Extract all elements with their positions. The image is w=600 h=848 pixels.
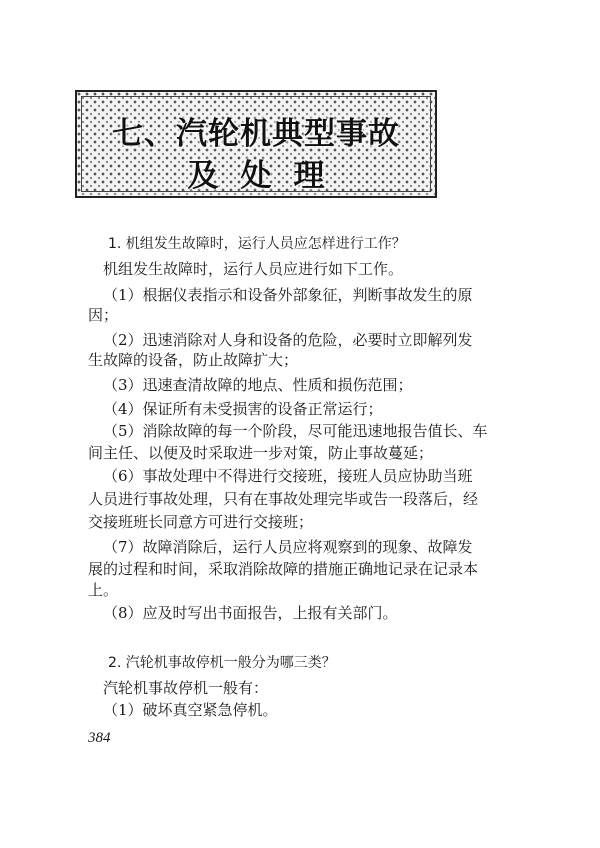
answer-item-1-cont: 因； <box>88 306 119 324</box>
answer-item-7-cont-1: 展的过程和时间，采取消除故障的措施正确地记录在记录本 <box>88 560 479 578</box>
answer-2-intro: 汽轮机事故停机一般有： <box>103 679 269 697</box>
chapter-heading-box <box>75 90 437 198</box>
answer-item-7: （7）故障消除后，运行人员应将观察到的现象、故障发 <box>103 538 473 556</box>
answer-item-2-cont: 生故障的设备，防止故障扩大； <box>88 351 299 369</box>
answer-2-item-1: （1）破坏真空紧急停机。 <box>103 701 278 719</box>
answer-item-8: （8）应及时写出书面报告，上报有关部门。 <box>103 604 398 622</box>
answer-item-5: （5）消除故障的每一个阶段，尽可能迅速地报告值长、车 <box>103 422 488 440</box>
answer-item-1: （1）根据仪表指示和设备外部象征，判断事故发生的原 <box>103 286 473 304</box>
answer-item-6: （6）事故处理中不得进行交接班，接班人员应协助当班 <box>103 467 473 485</box>
answer-item-7-cont-2: 上。 <box>88 581 119 599</box>
answer-item-4: （4）保证所有未受损害的设备正常运行； <box>103 400 383 418</box>
answer-item-2: （2）迅速消除对人身和设备的危险，必要时立即解列发 <box>103 331 473 349</box>
answer-item-3: （3）迅速查清故障的地点、性质和损伤范围； <box>103 376 413 394</box>
answer-intro: 机组发生故障时，运行人员应进行如下工作。 <box>103 260 404 278</box>
question-1: 1. 机组发生故障时，运行人员应怎样进行工作？ <box>108 236 406 252</box>
chapter-title-line-1: 七、汽轮机典型事故 <box>112 116 400 152</box>
chapter-title-line-2: 及处理 <box>187 158 347 194</box>
answer-item-5-cont: 间主任、以便及时采取进一步对策，防止事故蔓延； <box>88 444 434 462</box>
answer-item-6-cont-1: 人员进行事故处理，只有在事故处理完毕或告一段落后，经 <box>88 490 479 508</box>
question-2: 2. 汽轮机事故停机一般分为哪三类？ <box>108 655 336 671</box>
page-number: 384 <box>88 730 111 746</box>
answer-item-6-cont-2: 交接班班长同意方可进行交接班； <box>88 513 314 531</box>
